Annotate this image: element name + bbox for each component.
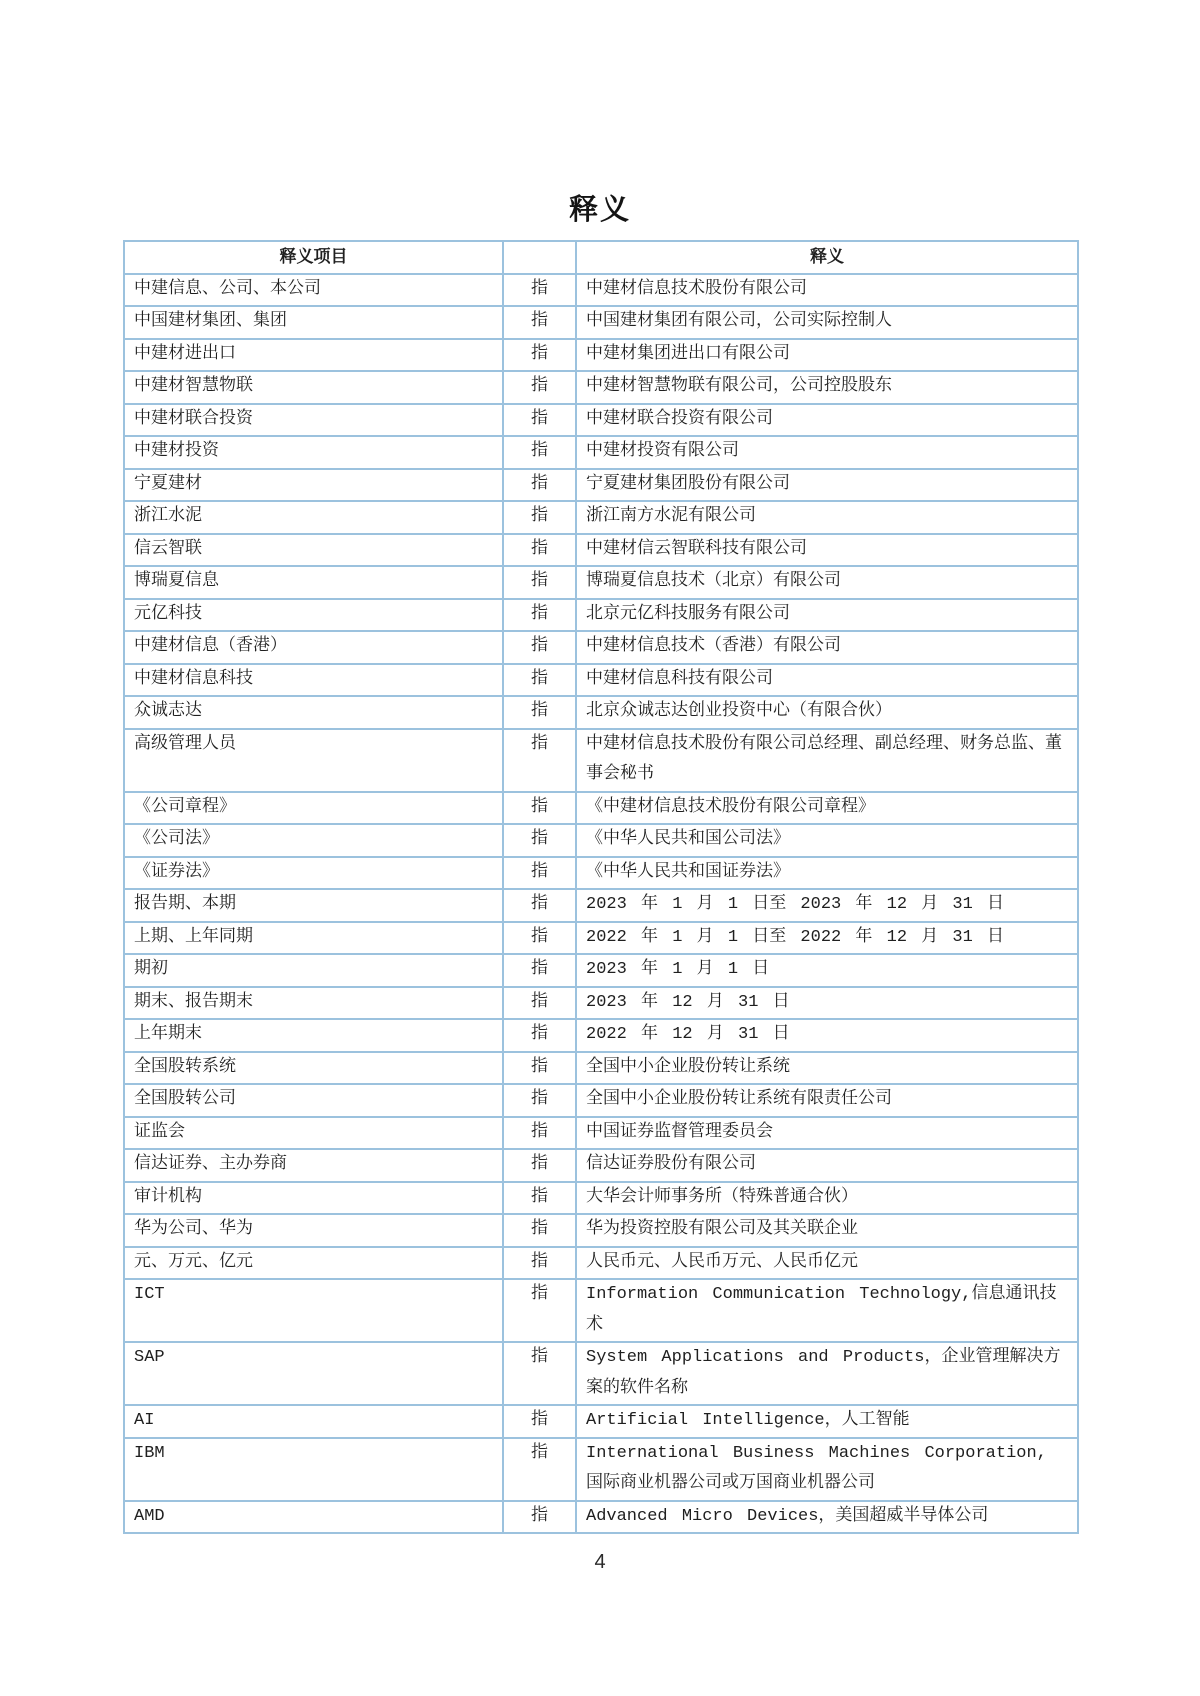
term-cell: 上期、上年同期 <box>124 922 503 955</box>
table-row <box>124 1405 1078 1438</box>
definition-cell: 中建材联合投资有限公司 <box>576 404 1078 437</box>
term-cell: 信达证券、主办券商 <box>124 1149 503 1182</box>
term-cell: 报告期、本期 <box>124 889 503 922</box>
table-row <box>124 599 1078 632</box>
table-row <box>124 534 1078 567</box>
refers-cell: 指 <box>503 664 576 697</box>
table-row <box>124 696 1078 729</box>
refers-cell: 指 <box>503 1117 576 1150</box>
definition-cell: 华为投资控股有限公司及其关联企业 <box>576 1214 1078 1247</box>
table-row <box>124 1084 1078 1117</box>
definition-cell: 中建材信息科技有限公司 <box>576 664 1078 697</box>
term-cell: 中建材信息科技 <box>124 664 503 697</box>
refers-cell: 指 <box>503 922 576 955</box>
definition-cell: 宁夏建材集团股份有限公司 <box>576 469 1078 502</box>
definition-cell: 北京元亿科技服务有限公司 <box>576 599 1078 632</box>
definitions-table <box>123 240 1079 1534</box>
refers-cell: 指 <box>503 534 576 567</box>
definition-cell: 中国证券监督管理委员会 <box>576 1117 1078 1150</box>
definition-cell: 中建材信息技术（香港）有限公司 <box>576 631 1078 664</box>
term-cell: 高级管理人员 <box>124 729 503 792</box>
table-row <box>124 1019 1078 1052</box>
table-row <box>124 954 1078 987</box>
refers-cell: 指 <box>503 501 576 534</box>
refers-cell: 指 <box>503 1438 576 1501</box>
definition-cell: International Business Machines Corporation, 国际商业机器公司或万国商业机器公司 <box>576 1438 1078 1501</box>
refers-cell: 指 <box>503 1342 576 1405</box>
term-cell: 期末、报告期末 <box>124 987 503 1020</box>
term-cell: 上年期末 <box>124 1019 503 1052</box>
refers-cell: 指 <box>503 599 576 632</box>
definition-cell: 中建材信息技术股份有限公司总经理、副总经理、财务总监、董事会秘书 <box>576 729 1078 792</box>
refers-cell: 指 <box>503 631 576 664</box>
table-row <box>124 306 1078 339</box>
table-row <box>124 404 1078 437</box>
term-cell: 中建材进出口 <box>124 339 503 372</box>
header-item: 释义项目 <box>124 241 503 274</box>
term-cell: AMD <box>124 1501 503 1534</box>
definition-cell: 信达证券股份有限公司 <box>576 1149 1078 1182</box>
refers-cell: 指 <box>503 889 576 922</box>
refers-cell: 指 <box>503 1501 576 1534</box>
term-cell: 信云智联 <box>124 534 503 567</box>
definition-cell: 《中华人民共和国证券法》 <box>576 857 1078 890</box>
term-cell: 中建材信息（香港） <box>124 631 503 664</box>
refers-cell: 指 <box>503 1405 576 1438</box>
refers-cell: 指 <box>503 1084 576 1117</box>
definition-cell: 人民币元、人民币万元、人民币亿元 <box>576 1247 1078 1280</box>
definition-cell: 中建材集团进出口有限公司 <box>576 339 1078 372</box>
definition-cell: Information Communication Technology,信息通讯技术 <box>576 1279 1078 1342</box>
refers-cell: 指 <box>503 1182 576 1215</box>
definition-cell: 中建材投资有限公司 <box>576 436 1078 469</box>
refers-cell: 指 <box>503 1149 576 1182</box>
table-row <box>124 857 1078 890</box>
definition-cell: 2023 年 12 月 31 日 <box>576 987 1078 1020</box>
page-title: 释义 <box>568 194 631 226</box>
table-row <box>124 274 1078 307</box>
header-refers <box>503 241 576 274</box>
term-cell: 华为公司、华为 <box>124 1214 503 1247</box>
term-cell: 浙江水泥 <box>124 501 503 534</box>
refers-cell: 指 <box>503 792 576 825</box>
table-row <box>124 922 1078 955</box>
refers-cell: 指 <box>503 987 576 1020</box>
table-row <box>124 1117 1078 1150</box>
table-row <box>124 339 1078 372</box>
refers-cell: 指 <box>503 1214 576 1247</box>
table-row <box>124 889 1078 922</box>
term-cell: 《公司法》 <box>124 824 503 857</box>
definition-cell: Artificial Intelligence，人工智能 <box>576 1405 1078 1438</box>
term-cell: SAP <box>124 1342 503 1405</box>
term-cell: 中建信息、公司、本公司 <box>124 274 503 307</box>
term-cell: 中建材联合投资 <box>124 404 503 437</box>
definition-cell: 博瑞夏信息技术（北京）有限公司 <box>576 566 1078 599</box>
table-row <box>124 436 1078 469</box>
table-row <box>124 1149 1078 1182</box>
table-row <box>124 371 1078 404</box>
definition-cell: 全国中小企业股份转让系统 <box>576 1052 1078 1085</box>
refers-cell: 指 <box>503 274 576 307</box>
table-row <box>124 631 1078 664</box>
table-row <box>124 566 1078 599</box>
term-cell: 博瑞夏信息 <box>124 566 503 599</box>
term-cell: 宁夏建材 <box>124 469 503 502</box>
table-row <box>124 792 1078 825</box>
definition-cell: 中建材信息技术股份有限公司 <box>576 274 1078 307</box>
definition-cell: 2023 年 1 月 1 日 <box>576 954 1078 987</box>
table-row <box>124 1247 1078 1280</box>
header-definition: 释义 <box>576 241 1078 274</box>
table-row <box>124 501 1078 534</box>
table-body <box>124 274 1078 1534</box>
refers-cell: 指 <box>503 696 576 729</box>
refers-cell: 指 <box>503 729 576 792</box>
term-cell: 期初 <box>124 954 503 987</box>
term-cell: 《证券法》 <box>124 857 503 890</box>
term-cell: ICT <box>124 1279 503 1342</box>
definition-cell: 全国中小企业股份转让系统有限责任公司 <box>576 1084 1078 1117</box>
table-row <box>124 469 1078 502</box>
table-row <box>124 824 1078 857</box>
term-cell: 全国股转系统 <box>124 1052 503 1085</box>
term-cell: 众诚志达 <box>124 696 503 729</box>
refers-cell: 指 <box>503 1279 576 1342</box>
table-row <box>124 1501 1078 1534</box>
refers-cell: 指 <box>503 436 576 469</box>
definition-cell: 2022 年 1 月 1 日至 2022 年 12 月 31 日 <box>576 922 1078 955</box>
refers-cell: 指 <box>503 566 576 599</box>
definition-cell: 《中建材信息技术股份有限公司章程》 <box>576 792 1078 825</box>
term-cell: 中国建材集团、集团 <box>124 306 503 339</box>
table-header-row <box>124 241 1078 274</box>
refers-cell: 指 <box>503 306 576 339</box>
term-cell: 《公司章程》 <box>124 792 503 825</box>
term-cell: 审计机构 <box>124 1182 503 1215</box>
term-cell: 证监会 <box>124 1117 503 1150</box>
term-cell: 元亿科技 <box>124 599 503 632</box>
definition-cell: 2022 年 12 月 31 日 <box>576 1019 1078 1052</box>
table-row <box>124 987 1078 1020</box>
term-cell: 全国股转公司 <box>124 1084 503 1117</box>
definition-cell: System Applications and Products，企业管理解决方案的软件名称 <box>576 1342 1078 1405</box>
definition-cell: 《中华人民共和国公司法》 <box>576 824 1078 857</box>
refers-cell: 指 <box>503 824 576 857</box>
term-cell: 元、万元、亿元 <box>124 1247 503 1280</box>
term-cell: AI <box>124 1405 503 1438</box>
refers-cell: 指 <box>503 1247 576 1280</box>
definition-cell: 中建材信云智联科技有限公司 <box>576 534 1078 567</box>
definition-cell: 浙江南方水泥有限公司 <box>576 501 1078 534</box>
table-row <box>124 1438 1078 1501</box>
definition-cell: 中建材智慧物联有限公司，公司控股股东 <box>576 371 1078 404</box>
refers-cell: 指 <box>503 954 576 987</box>
definition-cell: Advanced Micro Devices，美国超威半导体公司 <box>576 1501 1078 1534</box>
table-row <box>124 1182 1078 1215</box>
table-row <box>124 1279 1078 1342</box>
refers-cell: 指 <box>503 339 576 372</box>
definition-cell: 大华会计师事务所（特殊普通合伙） <box>576 1182 1078 1215</box>
definition-cell: 中国建材集团有限公司，公司实际控制人 <box>576 306 1078 339</box>
table-row <box>124 1052 1078 1085</box>
refers-cell: 指 <box>503 1052 576 1085</box>
term-cell: 中建材投资 <box>124 436 503 469</box>
term-cell: IBM <box>124 1438 503 1501</box>
definition-cell: 2023 年 1 月 1 日至 2023 年 12 月 31 日 <box>576 889 1078 922</box>
refers-cell: 指 <box>503 1019 576 1052</box>
table-row <box>124 1214 1078 1247</box>
table-header <box>124 241 1078 274</box>
table-row <box>124 664 1078 697</box>
refers-cell: 指 <box>503 469 576 502</box>
refers-cell: 指 <box>503 404 576 437</box>
definition-cell: 北京众诚志达创业投资中心（有限合伙） <box>576 696 1078 729</box>
term-cell: 中建材智慧物联 <box>124 371 503 404</box>
refers-cell: 指 <box>503 857 576 890</box>
table-row <box>124 1342 1078 1405</box>
table-row <box>124 729 1078 792</box>
refers-cell: 指 <box>503 371 576 404</box>
page-number: 4 <box>594 1551 606 1573</box>
